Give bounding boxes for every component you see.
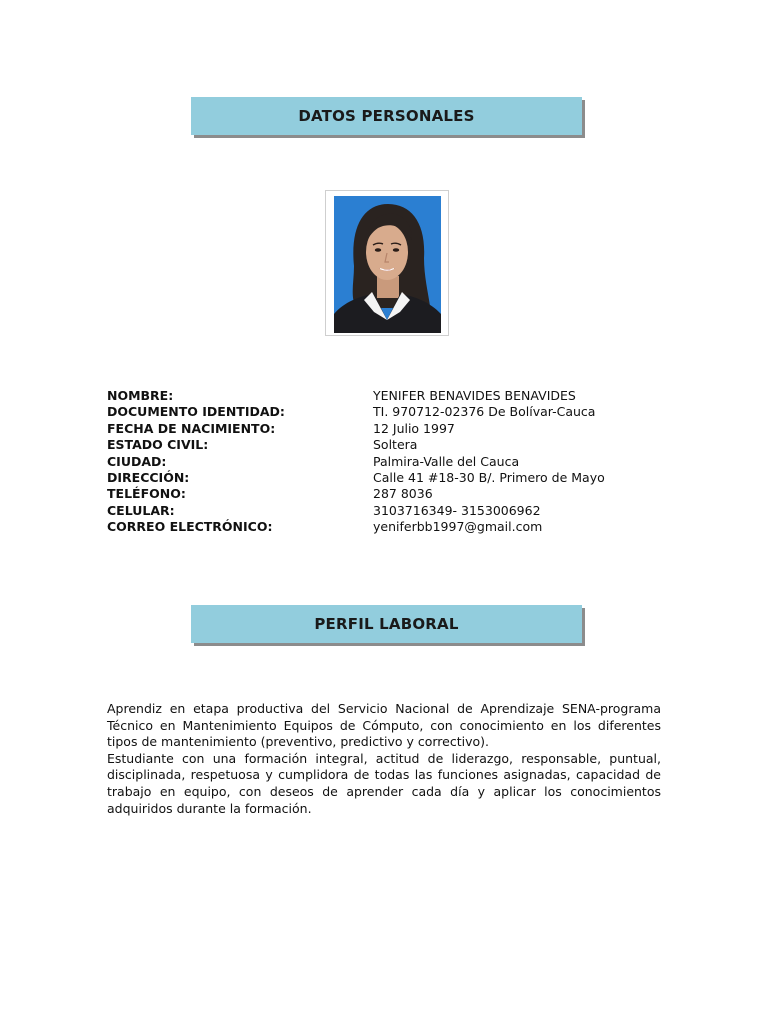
info-value: YENIFER BENAVIDES BENAVIDES	[373, 388, 576, 403]
section-title-datos-personales: DATOS PERSONALES	[298, 107, 475, 125]
info-value: Palmira-Valle del Cauca	[373, 453, 520, 469]
profile-photo	[334, 196, 441, 333]
info-label: TELÉFONO:	[107, 486, 186, 502]
section-title-perfil-laboral: PERFIL LABORAL	[314, 615, 459, 633]
profile-paragraph: Aprendiz en etapa productiva del Servicio Nacional de Aprendizaje SENA-programa Técnico en Mantenimiento Equipos de Cómputo, con conocimiento en los diferentes tipos de mantenimiento (preventivo, predictivo y correctivo).	[107, 701, 661, 750]
info-label: DIRECCIÓN:	[107, 470, 190, 486]
info-row-documento	[107, 404, 667, 420]
profile-text	[107, 701, 661, 817]
info-label: CELULAR:	[107, 502, 175, 518]
info-value: 287 8036	[373, 486, 433, 502]
info-label: CIUDAD:	[107, 453, 167, 469]
info-label: CORREO ELECTRÓNICO:	[107, 519, 273, 535]
info-label: DOCUMENTO IDENTIDAD:	[107, 404, 285, 420]
info-row-ciudad	[107, 454, 667, 470]
info-row-celular	[107, 503, 667, 519]
info-value: 12 Julio 1997	[373, 420, 455, 436]
section-header-perfil-laboral	[191, 605, 582, 643]
info-label: FECHA DE NACIMIENTO:	[107, 420, 276, 436]
info-label: NOMBRE:	[107, 388, 174, 403]
personal-info-list	[107, 388, 667, 536]
info-row-telefono	[107, 486, 667, 502]
info-label: ESTADO CIVIL:	[107, 437, 209, 453]
info-value: yeniferbb1997@gmail.com	[373, 519, 543, 535]
info-row-estado-civil	[107, 437, 667, 453]
info-value: Soltera	[373, 437, 418, 453]
info-row-correo	[107, 519, 667, 535]
info-value: 3103716349- 3153006962	[373, 502, 541, 518]
profile-paragraph: Estudiante con una formación integral, actitud de liderazgo, responsable, puntual, disciplinada, respetuosa y cumplidora de todas las funciones asignadas, capacidad de trabajo en equipo, con deseos de aprender cada día y aplicar los conocimientos adquiridos durante la formación.	[107, 750, 661, 816]
profile-photo-frame	[325, 190, 449, 336]
info-row-direccion	[107, 470, 667, 486]
info-row-nombre	[107, 388, 667, 404]
info-value: TI. 970712-02376 De Bolívar-Cauca	[373, 404, 596, 420]
info-value: Calle 41 #18-30 B/. Primero de Mayo	[373, 470, 605, 486]
section-header-datos-personales	[191, 97, 582, 135]
info-row-fecha-nacimiento	[107, 421, 667, 437]
